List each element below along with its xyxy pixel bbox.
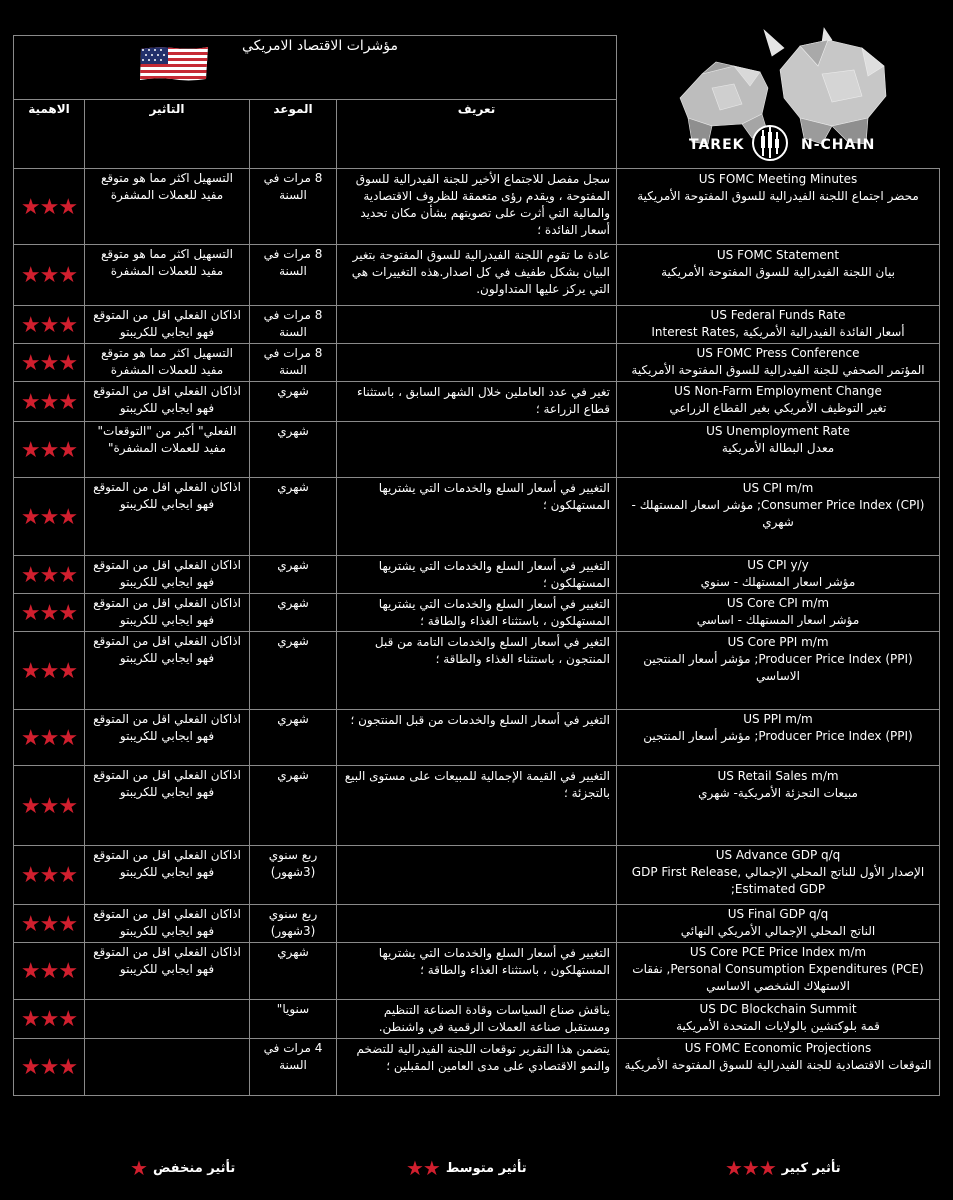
star-icon: ★★★ bbox=[725, 1156, 776, 1180]
logo-text-right: N-CHAIN bbox=[801, 137, 876, 153]
indicator-importance bbox=[14, 1000, 84, 1038]
indicator-importance bbox=[14, 478, 84, 555]
indicator-name-arabic: تغير التوظيف الأمريكي بغير القطاع الزراعي bbox=[669, 401, 887, 415]
indicator-name-cell bbox=[617, 632, 939, 709]
indicator-impact: اذاكان الفعلي اقل من المتوقع فهو ايجابي للكريبتو bbox=[93, 596, 241, 627]
indicator-name: US FOMC Press Conference bbox=[696, 346, 860, 360]
indicator-timing: شهري bbox=[277, 480, 309, 494]
indicator-name-arabic: Producer Price Index (PPI); مؤشر أسعار المنتجين الاساسي bbox=[643, 652, 913, 683]
indicator-importance bbox=[14, 245, 84, 305]
indicator-name-arabic: قمة بلوكتشين بالولايات المتحدة الأمريكية bbox=[676, 1019, 880, 1033]
star-icon: ★★★ bbox=[20, 863, 78, 888]
indicator-name: US CPI m/m bbox=[742, 481, 814, 495]
indicator-name-arabic: محضر اجتماع اللجنة الفيدرالية للسوق المفتوحة الأمريكية bbox=[637, 189, 919, 203]
star-icon: ★★★ bbox=[20, 350, 78, 376]
legend-medium-label: تأثير متوسط bbox=[445, 1160, 527, 1176]
indicator-name-cell bbox=[617, 245, 939, 305]
indicator-impact: اذاكان الفعلي اقل من المتوقع فهو ايجابي للكريبتو bbox=[93, 768, 241, 799]
star-icon: ★★★ bbox=[20, 725, 78, 751]
indicator-impact: التسهيل اكثر مما هو متوقع مفيد للعملات المشفرة bbox=[100, 171, 234, 202]
indicator-timing: 8 مرات في السنة bbox=[263, 171, 323, 202]
indicator-name-cell bbox=[617, 382, 939, 421]
indicator-name-arabic: التوقعات الاقتصادية للجنة الفيدرالية للسوق المفتوحة الأمريكية bbox=[624, 1058, 932, 1072]
indicator-definition bbox=[337, 905, 616, 942]
indicator-impact bbox=[85, 1000, 249, 1038]
indicator-timing: 8 مرات في السنة bbox=[263, 346, 323, 377]
indicator-importance bbox=[14, 306, 84, 343]
star-icon: ★★★ bbox=[20, 959, 78, 984]
header-timing: الموعد bbox=[273, 102, 313, 116]
indicator-impact: اذاكان الفعلي اقل من المتوقع فهو ايجابي للكريبتو bbox=[93, 384, 241, 415]
star-icon: ★★★ bbox=[20, 911, 78, 937]
indicator-name: US Retail Sales m/m bbox=[717, 769, 839, 783]
indicator-name-cell bbox=[617, 1039, 939, 1095]
star-icon: ★★★ bbox=[20, 504, 78, 530]
indicator-name-cell bbox=[617, 422, 939, 477]
indicator-impact: التسهيل اكثر مما هو متوقع مفيد للعملات المشفرة bbox=[100, 247, 234, 278]
indicator-timing: ربع سنوي (3شهور) bbox=[268, 848, 318, 879]
indicator-name: US Core CPI m/m bbox=[726, 596, 830, 610]
indicator-name-arabic: الناتج المحلي الإجمالي الأمريكي النهائي bbox=[680, 924, 876, 938]
indicator-impact: اذاكان الفعلي اقل من المتوقع فهو ايجابي للكريبتو bbox=[93, 634, 241, 665]
indicator-name: US FOMC Meeting Minutes bbox=[698, 172, 858, 186]
indicator-definition: التغير في أسعار السلع والخدمات من قبل المنتجون ؛ bbox=[350, 713, 610, 727]
header-importance: الاهمية bbox=[28, 102, 70, 116]
indicator-importance bbox=[14, 422, 84, 477]
indicator-name-arabic: الإصدار الأول للناتج المحلي الإجمالي GDP First Release, Estimated GDP; bbox=[631, 865, 925, 896]
indicator-impact: اذاكان الفعلي اقل من المتوقع فهو ايجابي للكريبتو bbox=[93, 848, 241, 879]
indicator-definition: التغيير في أسعار السلع والخدمات التي يشتريها المستهلكون ؛ bbox=[378, 481, 610, 512]
indicator-name-cell bbox=[617, 846, 939, 904]
indicator-definition: التغيير في أسعار السلع والخدمات التي يشتريها المستهلكون ، باستثناء الغذاء والطاقة ؛ bbox=[378, 946, 610, 977]
indicator-impact: اذاكان الفعلي اقل من المتوقع فهو ايجابي للكريبتو bbox=[93, 480, 241, 511]
indicator-importance bbox=[14, 594, 84, 631]
indicator-name-cell bbox=[617, 306, 939, 343]
indicator-definition: سجل مفصل للاجتماع الأخير للجنة الفيدرالية للسوق المفتوحة ، ويقدم رؤى متعمقة للظروف الاقتصادية والمالية التي أثرت على تصويتهم بشأن مكان تحديد أسعار الفائدة ؛ bbox=[355, 172, 610, 237]
indicator-name: US Non-Farm Employment Change bbox=[674, 384, 882, 398]
indicator-name-cell bbox=[617, 943, 939, 999]
indicator-impact bbox=[85, 1039, 249, 1095]
indicator-timing: 8 مرات في السنة bbox=[263, 308, 323, 339]
indicator-name-arabic: بيان اللجنة الفيدرالية للسوق المفتوحة الأمريكية bbox=[661, 265, 895, 279]
legend-low bbox=[130, 1156, 235, 1180]
star-icon: ★★★ bbox=[20, 1007, 78, 1032]
indicator-definition: عادة ما تقوم اللجنة الفيدرالية للسوق المفتوحة بتغير البيان بشكل طفيف في كل اصدار.هذه التغييرات هي التي يركز عليها المتداولون. bbox=[351, 248, 610, 296]
indicator-name: US Advance GDP q/q bbox=[715, 848, 841, 862]
header-impact: التاثير bbox=[149, 102, 185, 116]
star-icon: ★★★ bbox=[20, 658, 78, 684]
indicator-name: US CPI y/y bbox=[747, 558, 809, 572]
star-icon: ★★★ bbox=[20, 1055, 78, 1080]
indicator-impact: اذاكان الفعلي اقل من المتوقع فهو ايجابي للكريبتو bbox=[93, 712, 241, 743]
indicator-name-cell bbox=[617, 478, 939, 555]
indicator-definition: يناقش صناع السياسات وقادة الصناعة التنظيم ومستقبل صناعة العملات الرقمية في واشنطن. bbox=[378, 1003, 610, 1034]
indicator-definition bbox=[337, 846, 616, 904]
indicator-name-cell bbox=[617, 556, 939, 593]
indicator-name-cell bbox=[617, 344, 939, 381]
indicator-name-arabic: مؤشر اسعار المستهلك - اساسي bbox=[696, 613, 860, 627]
indicator-name-cell bbox=[617, 905, 939, 942]
indicator-importance bbox=[14, 344, 84, 381]
indicator-impact: اذاكان الفعلي اقل من المتوقع فهو ايجابي للكريبتو bbox=[93, 907, 241, 938]
indicator-definition: التغيير في القيمة الإجمالية للمبيعات على مستوى البيع بالتجزئة ؛ bbox=[344, 769, 610, 800]
indicator-name-cell bbox=[617, 1000, 939, 1038]
indicator-timing: شهري bbox=[277, 634, 309, 648]
indicator-timing: ربع سنوي (3شهور) bbox=[268, 907, 318, 938]
indicator-impact: التسهيل اكثر مما هو متوقع مفيد للعملات المشفرة bbox=[100, 346, 234, 377]
indicator-timing: 8 مرات في السنة bbox=[263, 247, 323, 278]
star-icon: ★★ bbox=[406, 1156, 440, 1180]
indicator-timing: سنويا" bbox=[276, 1002, 310, 1016]
indicator-impact: اذاكان الفعلي اقل من المتوقع فهو ايجابي للكريبتو bbox=[93, 308, 241, 339]
indicator-name: US DC Blockchain Summit bbox=[699, 1002, 857, 1016]
indicator-timing: شهري bbox=[277, 424, 309, 438]
indicator-name-arabic: Personal Consumption Expenditures (PCE), نفقات الاستهلاك الشخصي الاساسي bbox=[632, 962, 924, 993]
indicator-importance bbox=[14, 905, 84, 942]
indicator-impact: الفعلي" أكبر من "التوقعات" مفيد للعملات المشفرة" bbox=[97, 424, 237, 455]
indicator-name: US Core PPI m/m bbox=[727, 635, 829, 649]
indicator-importance bbox=[14, 846, 84, 904]
indicator-importance bbox=[14, 766, 84, 845]
legend-high bbox=[725, 1156, 841, 1180]
indicator-name-arabic: مبيعات التجزئة الأمريكية- شهري bbox=[698, 786, 858, 800]
indicator-name-arabic: Consumer Price Index (CPI); مؤشر اسعار المستهلك - شهري bbox=[631, 498, 925, 529]
legend-low-label: تأثير منخفض bbox=[152, 1160, 236, 1176]
logo-text-left: TAREK bbox=[689, 137, 745, 153]
indicator-timing: شهري bbox=[277, 384, 309, 398]
star-icon: ★★★ bbox=[20, 437, 78, 463]
indicator-definition bbox=[337, 344, 616, 381]
indicator-name: US Core PCE Price Index m/m bbox=[689, 945, 867, 959]
indicator-name-arabic: مؤشر اسعار المستهلك - سنوي bbox=[700, 575, 856, 589]
indicator-importance bbox=[14, 382, 84, 421]
indicator-timing: 4 مرات في السنة bbox=[263, 1041, 323, 1072]
indicator-name: US Federal Funds Rate bbox=[710, 308, 846, 322]
indicator-impact: اذاكان الفعلي اقل من المتوقع فهو ايجابي للكريبتو bbox=[93, 558, 241, 589]
indicator-name: US PPI m/m bbox=[743, 712, 813, 726]
indicator-definition: تغير في عدد العاملين خلال الشهر السابق ، باستثناء قطاع الزراعة ؛ bbox=[357, 385, 610, 416]
indicator-name-arabic: معدل البطالة الأمريكية bbox=[721, 441, 835, 455]
indicator-name-cell bbox=[617, 169, 939, 244]
indicator-definition: التغير في أسعار السلع والخدمات التامة من قبل المنتجون ، باستثناء الغذاء والطاقة ؛ bbox=[374, 635, 610, 666]
indicator-timing: شهري bbox=[277, 945, 309, 959]
page-title: مؤشرات الاقتصاد الامريكي bbox=[242, 38, 398, 54]
legend-medium bbox=[406, 1156, 527, 1180]
indicator-importance bbox=[14, 169, 84, 244]
us-flag-icon bbox=[138, 46, 210, 82]
indicator-definition: التغيير في أسعار السلع والخدمات التي يشتريها المستهلكون ، باستثناء الغذاء والطاقة ؛ bbox=[378, 597, 610, 628]
star-icon: ★★★ bbox=[20, 562, 78, 588]
star-icon: ★★★ bbox=[20, 793, 78, 819]
indicator-name-cell bbox=[617, 766, 939, 845]
indicator-definition: التغيير في أسعار السلع والخدمات التي يشتريها المستهلكون ؛ bbox=[378, 559, 610, 590]
star-icon: ★★★ bbox=[20, 263, 78, 288]
indicator-timing: شهري bbox=[277, 558, 309, 572]
indicator-name-cell bbox=[617, 594, 939, 631]
star-icon: ★★★ bbox=[20, 600, 78, 626]
indicator-definition bbox=[337, 306, 616, 343]
indicator-name-arabic: Producer Price Index (PPI); مؤشر أسعار المنتجين bbox=[643, 729, 913, 743]
indicator-timing: شهري bbox=[277, 596, 309, 610]
legend-high-label: تأثير كبير bbox=[781, 1160, 841, 1176]
indicator-name-arabic: المؤتمر الصحفي للجنة الفيدرالية للسوق المفتوحة الأمريكية bbox=[631, 363, 925, 377]
indicator-name: US FOMC Economic Projections bbox=[684, 1041, 872, 1055]
indicator-importance bbox=[14, 1039, 84, 1095]
indicator-definition bbox=[337, 422, 616, 477]
indicator-importance bbox=[14, 556, 84, 593]
star-icon: ★★★ bbox=[20, 194, 78, 220]
indicator-impact: اذاكان الفعلي اقل من المتوقع فهو ايجابي للكريبتو bbox=[93, 945, 241, 976]
indicator-name: US Final GDP q/q bbox=[727, 907, 829, 921]
star-icon: ★★★ bbox=[20, 389, 78, 415]
indicator-name: US FOMC Statement bbox=[716, 248, 840, 262]
star-icon: ★ bbox=[130, 1156, 147, 1180]
indicator-timing: شهري bbox=[277, 768, 309, 782]
indicator-timing: شهري bbox=[277, 712, 309, 726]
indicator-importance bbox=[14, 632, 84, 709]
indicator-definition: يتضمن هذا التقرير توقعات اللجنة الفيدرالية للتضخم والنمو الاقتصادي على مدى العامين المقبلين ؛ bbox=[356, 1042, 610, 1073]
header-definition: تعريف bbox=[457, 102, 496, 116]
indicator-name-cell bbox=[617, 710, 939, 765]
indicator-importance bbox=[14, 943, 84, 999]
indicator-name-arabic: أسعار الفائدة الفيدرالية الأمريكية ,Interest Rates bbox=[651, 325, 905, 339]
indicator-importance bbox=[14, 710, 84, 765]
indicator-name: US Unemployment Rate bbox=[706, 424, 850, 438]
star-icon: ★★★ bbox=[20, 312, 78, 338]
